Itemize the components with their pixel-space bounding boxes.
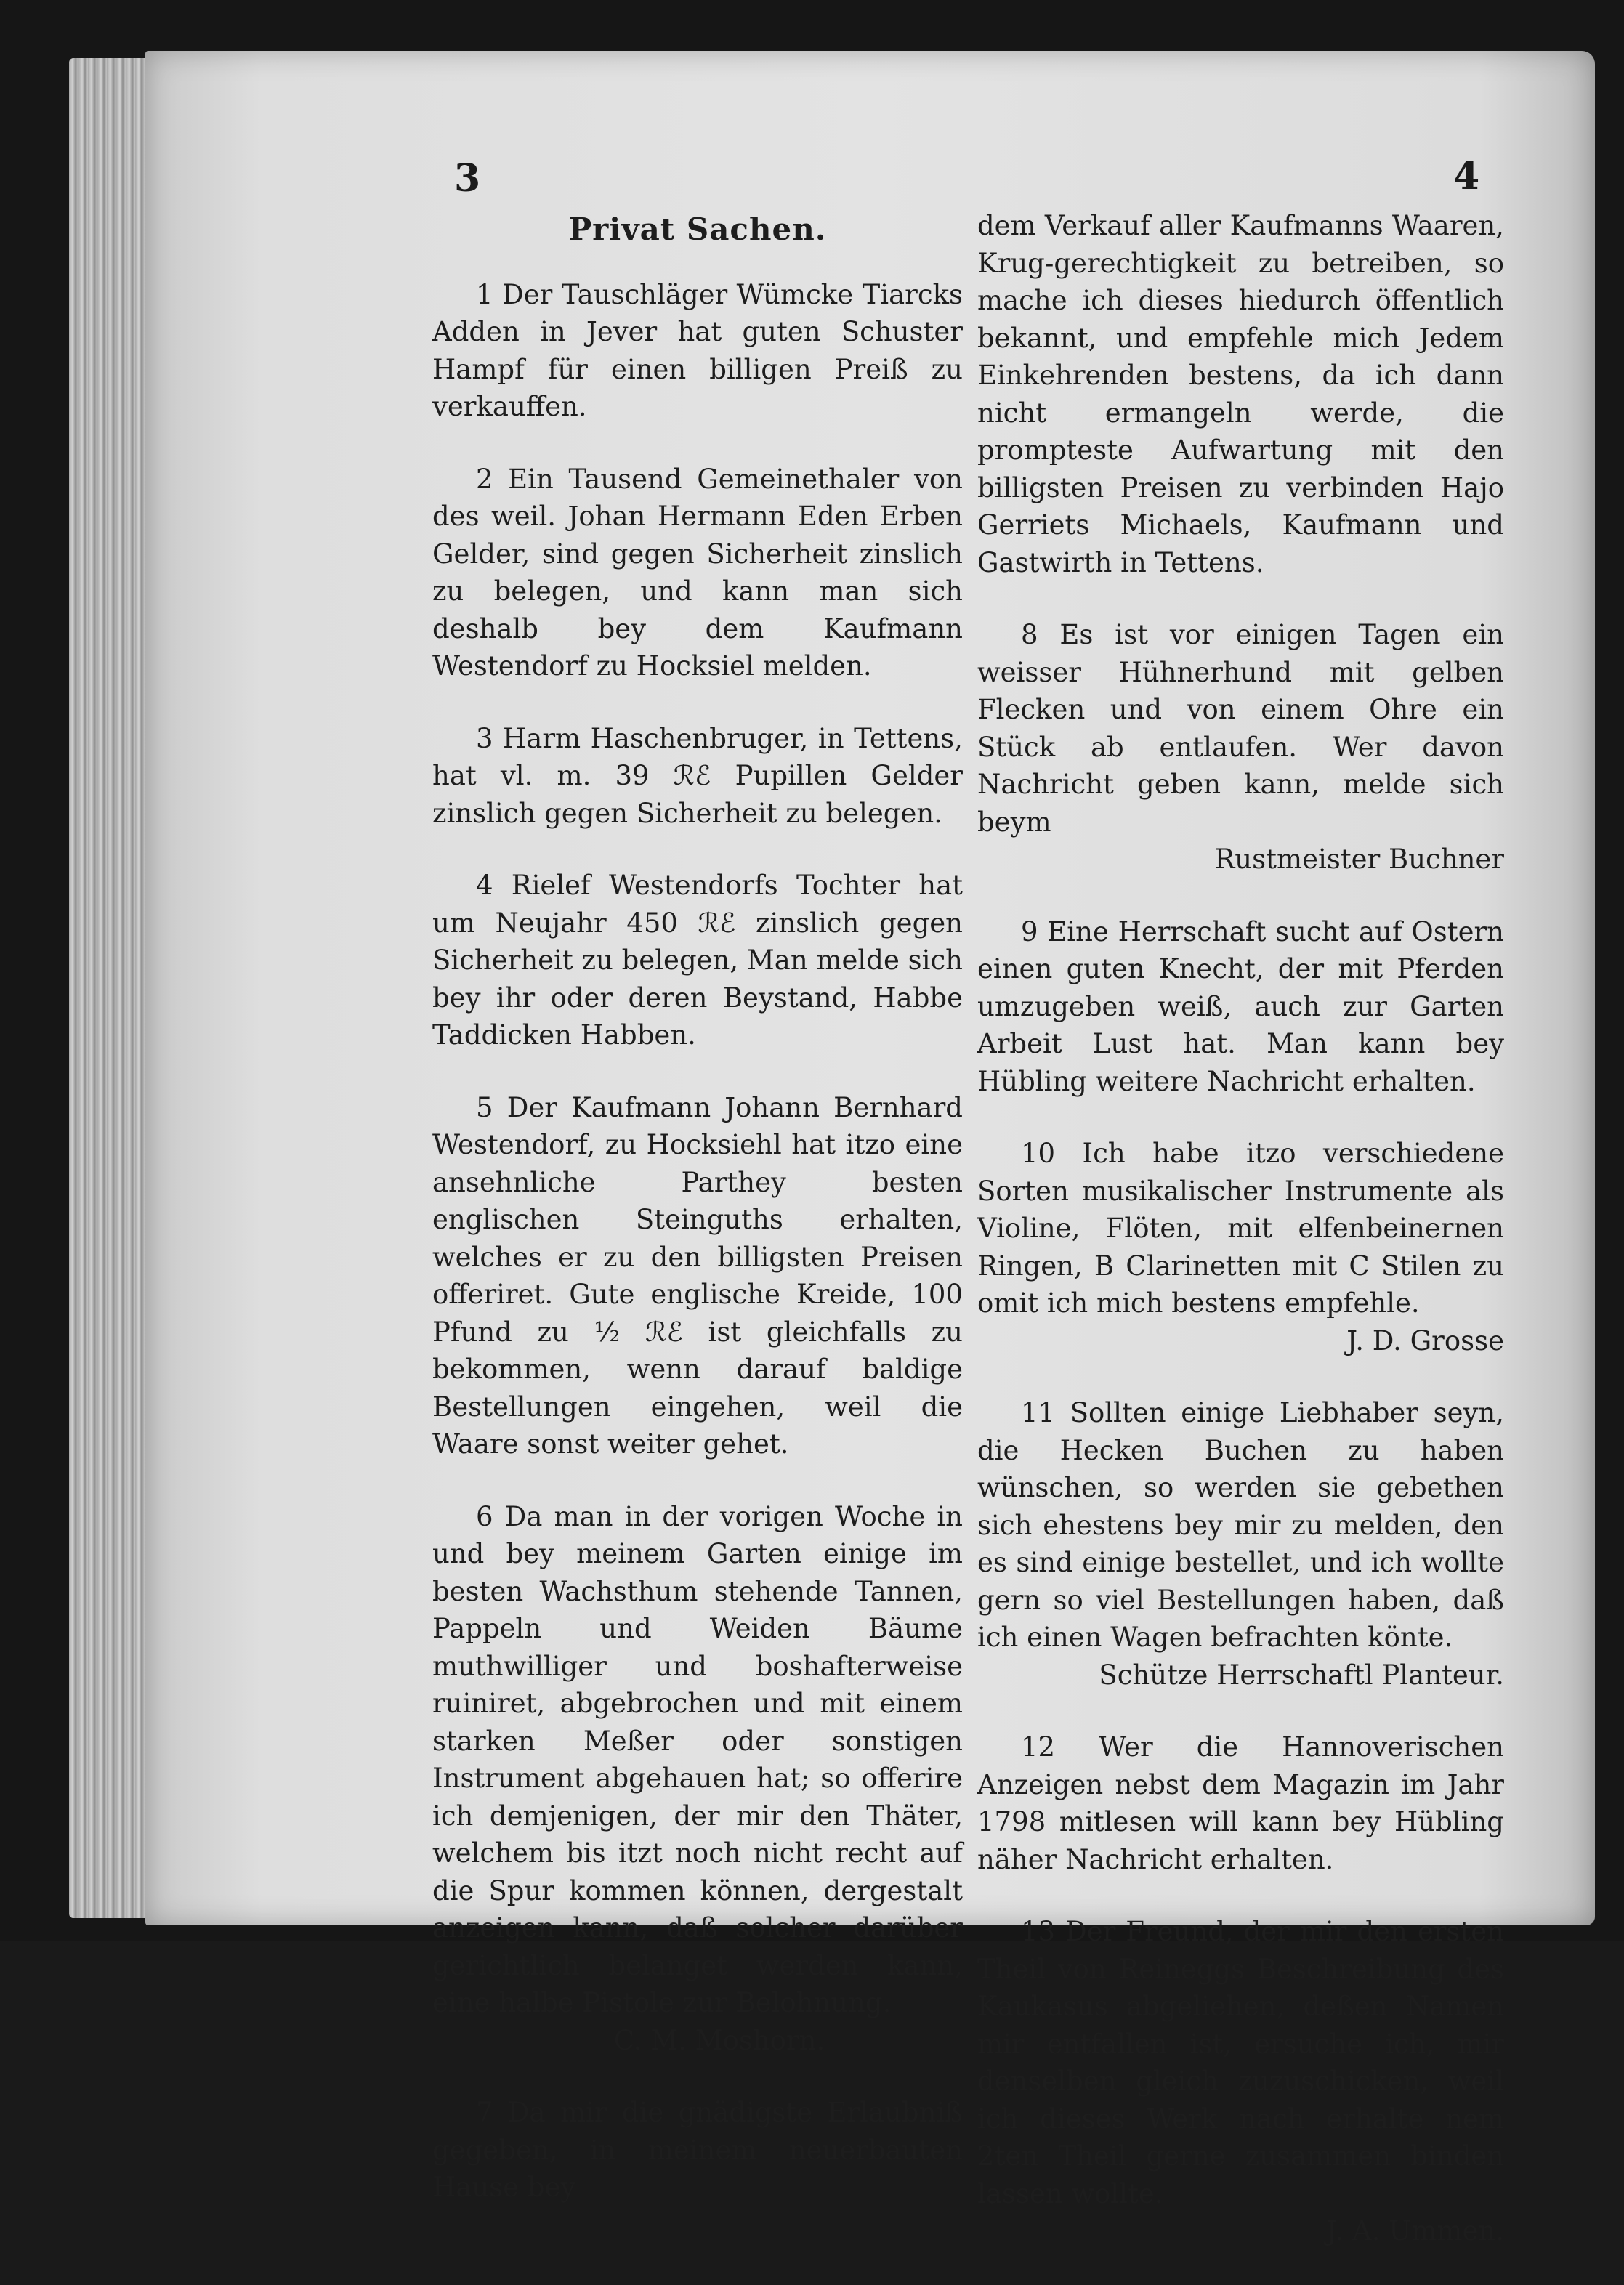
notice-signature: Schütze Herrschaftl Planteur. bbox=[1099, 1659, 1504, 1691]
notice-text: 8 Es ist vor einigen Tagen ein weisser Hühnerhund mit gelben Flecken und von einem Ohre ein Stück ab entlaufen. Wer davon Nachricht geben kann, melde sich beym bbox=[977, 619, 1504, 838]
notice-text: 6 Da man in der vorigen Woche in und bey meinem Garten einige im besten Wachsthum stehende Tannen, Pappeln und Weiden Bäume muthwilliger und boshafterweise ruiniret, abgebrochen und mit einem starken Meßer oder sonstigen Instrument abgehauen hat; so offerire ich demjenigen, der mir den Thäter, welchem bis itzt noch nicht recht auf die Spur kommen können, dergestalt anzeigen kann, daß solcher darüber gerichtlich belanget werden kann, eine halbe Pistole zur Belohnung. bbox=[432, 1500, 963, 2018]
notice-continuation bbox=[977, 207, 1504, 581]
notice-text: 2 Ein Tausend Gemeinethaler von des weil. Johan Hermann Eden Erben Gelder, sind gegen Sicherheit zinslich zu belegen, und kann man sich deshalb bey dem Kaufmann Westendorf zu Hocksiel melden. bbox=[432, 463, 963, 682]
right-column bbox=[977, 207, 1504, 2285]
notice-entry bbox=[432, 720, 963, 833]
notice-text: 10 Ich habe itzo verschiedene Sorten musikalischer Instrumente als Violine, Flöten, mit elfenbeinernen Ringen, B Clarinetten mit C Stilen zu omit ich mich bestens empfehle. bbox=[977, 1138, 1504, 1319]
notice-text: 7 Da mir die gnädigste Erlaubniß gegeben, in meinem neuerbauten Hause bey bbox=[432, 2097, 963, 2203]
left-column bbox=[432, 203, 963, 2241]
notice-entry bbox=[432, 1089, 963, 1463]
notice-text: 9 Eine Herrschaft sucht auf Ostern einen guten Knecht, der mit Pferden umzugeben weiß, auch zur Garten Arbeit Lust hat. Man kann bey Hübling weitere Nachricht erhalten. bbox=[977, 915, 1504, 1097]
notice-text: 12 Wer die Hannoverischen Anzeigen nebst dem Magazin im Jahr 1798 mitlesen will kann bey Hübling näher Nachricht erhalten. bbox=[977, 1731, 1504, 1875]
notice-signature: J. A. Ummen. bbox=[1326, 2215, 1504, 2246]
notice-text: 1 Der Tauschläger Wümcke Tiarcks Adden in Jever hat guten Schuster Hampf für einen billigen Preiß zu verkauffen. bbox=[432, 278, 963, 422]
notice-text: 5 Der Kaufmann Johann Bernhard Westendorf, zu Hocksiehl hat itzo eine ansehnliche Parthey besten englischen Steinguths erhalten, welches er zu den billigsten Preisen offeriret. Gute englische Kreide, 100 Pfund zu ½ ℛℰ ist gleichfalls zu bekommen, wenn darauf baldige Bestellungen eingehen, weil die Waare sonst weiter gehet. bbox=[432, 1091, 963, 1460]
notice-text: dem Verkauf aller Kaufmanns Waaren, Krug-gerechtigkeit zu betreiben, so mache ich dieses hiedurch öffentlich bekannt, und empfehle mich Jedem Einkehrenden bestens, da ich dann nicht ermangeln werde, die prompteste Aufwartung mit den billigsten Preisen zu verbinden Hajo Gerriets Michaels, Kaufmann und Gastwirth in Tettens. bbox=[977, 210, 1504, 578]
notice-entry bbox=[432, 461, 963, 685]
notice-entry bbox=[977, 616, 1504, 878]
notice-entry bbox=[977, 1728, 1504, 1878]
notice-signature: J. D. Grosse bbox=[1346, 1325, 1504, 1356]
section-heading: Privat Sachen. bbox=[568, 211, 827, 247]
notice-entry bbox=[432, 867, 963, 1054]
notice-entry bbox=[977, 1913, 1504, 2250]
notice-text: 13 Der Freund, der mir den ersten Theil von Reineggs Beschreibung des Kaukasus abgeliehen, deßen Namen mir entfallen ist, ersuche ich, mir denselben gleich zuzuschicken, weil ich dieses Werk nach erhalte nem 2ten Theil gerne zusammen binden lassen wollte. bbox=[977, 1916, 1504, 2209]
notice-entry bbox=[432, 276, 963, 426]
notice-text: 4 Rielef Westendorfs Tochter hat um Neujahr 450 ℛℰ zinslich gegen Sicherheit zu belegen, Man melde sich bey ihr oder deren Beystand, Habbe Taddicken Habben. bbox=[432, 870, 963, 1051]
notice-entry bbox=[432, 1498, 963, 2060]
left-page-number: 3 bbox=[454, 156, 481, 201]
notice-signature: Rustmeister Buchner bbox=[1214, 844, 1504, 875]
notice-text: 3 Harm Haschenbruger, in Tettens, hat vl. m. 39 ℛℰ Pupillen Gelder zinslich gegen Sicherheit zu belegen. bbox=[432, 722, 963, 829]
notice-entry bbox=[977, 1135, 1504, 1359]
notice-text: 11 Sollten einige Liebhaber seyn, die Hecken Buchen zu haben wünschen, so werden sie gebethen sich ehestens bey mir zu melden, den es sind einige bestellet, und ich wollte gern so viel Bestellungen haben, daß ich einen Wagen befrachten könte. bbox=[977, 1397, 1504, 1653]
notice-signature: C. M. Moshorn. bbox=[613, 2024, 825, 2056]
right-page-number: 4 bbox=[1453, 154, 1480, 198]
notice-entry bbox=[977, 913, 1504, 1101]
notice-entry bbox=[432, 2094, 963, 2207]
notice-entry bbox=[977, 1394, 1504, 1694]
